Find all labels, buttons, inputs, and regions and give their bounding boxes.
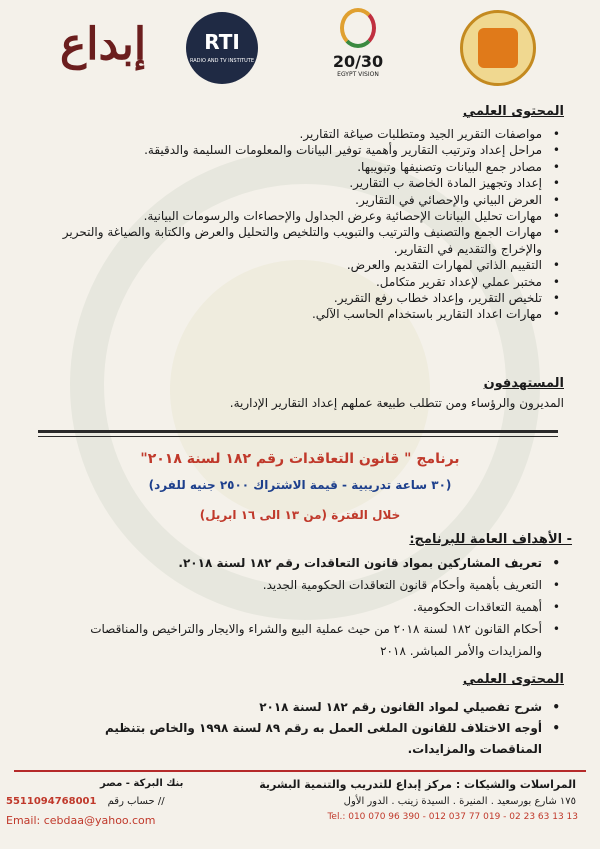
vision-logo-text: 20/30 [332, 52, 384, 71]
beneficiaries-text: المديرون والرؤساء ومن تتطلب طبيعة عملهم إعداد التقارير الإدارية. [229, 396, 564, 410]
rti-logo [186, 12, 258, 84]
footer-phones: Tel.: 010 070 96 390 - 012 037 77 019 - 02 23 63 13 13 [327, 812, 578, 822]
program-title: برنامج " قانون التعاقدات رقم ١٨٢ لسنة ٢٠١٨" [140, 451, 460, 467]
list-item: • التقييم الذاتي لمهارات التقديم والعرض. [44, 257, 564, 273]
list-item: • شرح تفصيلي لمواد القانون رقم ١٨٢ لسنة ٢٠١٨ [44, 697, 564, 718]
rti-logo-subtext: RADIO AND TV INSTITUTE [189, 58, 255, 64]
footer-correspondence: المراسلات والشيكات : مركز إبداع للتدريب والتنمية البشرية [259, 778, 576, 791]
divider-top-thin [38, 436, 558, 437]
list-item: • مهارات تحليل البيانات الإحصائية وعرض الجداول والإحصاءات والرسومات البيانية. [44, 208, 564, 224]
seal-logo [460, 10, 536, 86]
footer-bank: بنك البركة - مصر [100, 778, 184, 789]
beneficiaries-heading: المستهدفون [483, 376, 564, 391]
list-item: • أوجه الاختلاف للقانون الملغى العمل به رقم ٨٩ لسنة ١٩٩٨ والخاص بتنظيم المناقصات والمزايدات. [44, 718, 564, 760]
footer-account [6, 796, 165, 807]
list-item: • العرض البياني والإحصائي في التقارير. [44, 192, 564, 208]
program-subtitle: (٣٠ ساعة تدريبية - قيمة الاشتراك ٢٥٠٠ جنيه للفرد) [148, 478, 452, 492]
list-item: • أحكام القانون ١٨٢ لسنة ٢٠١٨ من حيث عملية البيع والشراء والايجار والتراخيص والمناقصات والمزايدات والأمر المباشر. ٢٠١٨ [44, 618, 564, 662]
egypt-vision-logo [322, 8, 394, 88]
ebdaa-logo: إبداع [60, 19, 147, 70]
list-item: • مراحل إعداد وترتيب التقارير وأهمية توفير البيانات والمعلومات السليمة والدقيقة. [44, 142, 564, 158]
vision-mark-icon [340, 8, 376, 48]
section2-list [44, 697, 564, 760]
logo-bar [0, 6, 600, 92]
account-label: حساب رقم // [107, 796, 165, 807]
list-item: • تعريف المشاركين بمواد قانون التعاقدات رقم ١٨٢ لسنة ٢٠١٨. [44, 552, 564, 574]
program-period: خلال الفترة (من ١٣ الى ١٦ ابريل) [199, 508, 401, 522]
footer-email: Email: cebdaa@yahoo.com [6, 814, 156, 827]
list-item: • مصادر جمع البيانات وتصنيفها وتبويبها. [44, 159, 564, 175]
list-item: • مواصفات التقرير الجيد ومتطلبات صياغة التقارير. [44, 126, 564, 142]
goals-heading: - الأهداف العامة للبرنامج: [409, 532, 572, 547]
list-item: • أهمية التعاقدات الحكومية. [44, 596, 564, 618]
seal-emblem-icon [478, 28, 518, 68]
footer-rule [14, 770, 586, 772]
account-number: 5511094768001 [6, 796, 97, 807]
goals-list [44, 552, 564, 662]
list-item: • تلخيص التقرير، وإعداد خطاب رفع التقرير. [44, 290, 564, 306]
list-item: • التعريف بأهمية وأحكام قانون التعاقدات الحكومية الجديد. [44, 574, 564, 596]
list-item: • مهارات اعداد التقارير باستخدام الحاسب الآلي. [44, 306, 564, 322]
vision-logo-subtext: EGYPT VISION [337, 71, 379, 78]
rti-logo-text: RTI [204, 30, 240, 54]
section2-heading: المحتوى العلمي [462, 672, 564, 687]
list-item: • مختبر عملي لإعداد تقرير متكامل. [44, 274, 564, 290]
divider-top [38, 430, 558, 433]
footer-address: ١٧٥ شارع بورسعيد . المنيرة . السيدة زينب . الدور الأول [343, 796, 576, 807]
list-item: • إعداد وتجهيز المادة الخاصة ب التقارير. [44, 175, 564, 191]
section1-list [44, 126, 564, 323]
list-item: • مهارات الجمع والتصنيف والترتيب والتبويب والتلخيص والتحليل والعرض والكتابة والصياغة والتحرير والإخراج والتقديم في التقارير. [44, 224, 564, 257]
section1-heading: المحتوى العلمي [462, 104, 564, 119]
